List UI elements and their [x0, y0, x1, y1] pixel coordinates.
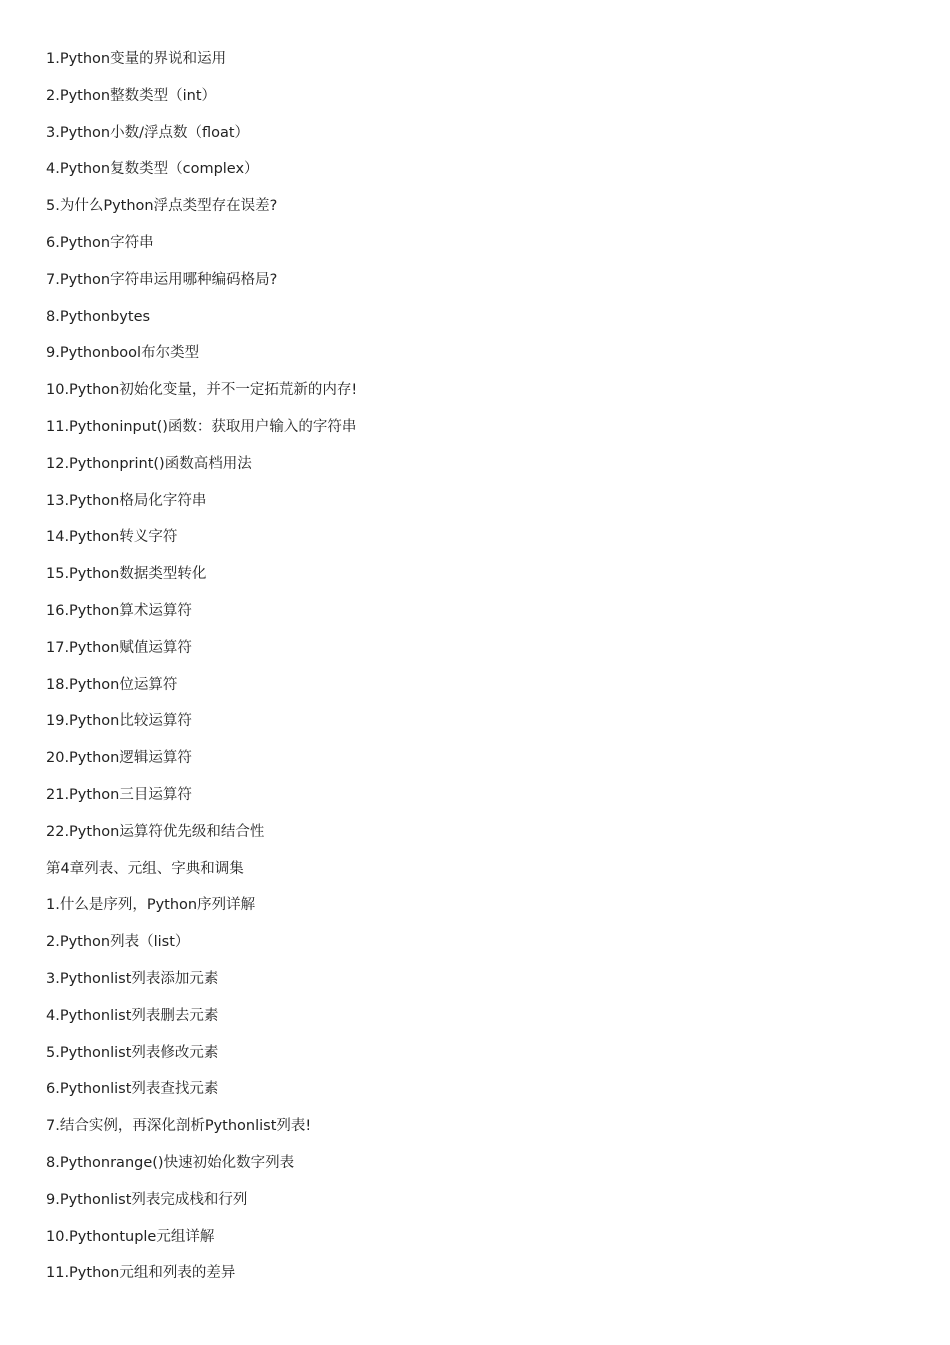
- text-line: 21.Python三目运算符: [46, 786, 192, 803]
- text-line: 7.Python字符串运用哪种编码格局?: [46, 271, 278, 288]
- text-line: 4.Pythonlist列表删去元素: [46, 1007, 219, 1024]
- text-line: 9.Pythonbool布尔类型: [46, 345, 200, 362]
- text-line: 5.为什么Python浮点类型存在误差?: [46, 198, 278, 215]
- text-line: 7.结合实例，再深化剖析Pythonlist列表!: [46, 1118, 312, 1135]
- text-line: 13.Python格局化字符串: [46, 492, 207, 509]
- text-line: 2.Python列表（list）: [46, 934, 190, 951]
- text-line: 3.Python小数/浮点数（float）: [46, 124, 250, 141]
- text-line: 11.Pythoninput()函数：获取用户输入的字符串: [46, 418, 357, 435]
- text-line: 6.Python字符串: [46, 234, 154, 251]
- text-line: 10.Python初始化变量，并不一定拓荒新的内存!: [46, 382, 358, 399]
- text-line: 8.Pythonbytes: [46, 308, 151, 325]
- text-line: 19.Python比较运算符: [46, 713, 192, 730]
- text-line: 16.Python算术运算符: [46, 602, 192, 619]
- text-line: 3.Pythonlist列表添加元素: [46, 970, 219, 987]
- text-line: 2.Python整数类型（int）: [46, 87, 216, 104]
- text-line: 18.Python位运算符: [46, 676, 178, 693]
- text-line: 14.Python转义字符: [46, 529, 178, 546]
- text-line: 5.Pythonlist列表修改元素: [46, 1044, 219, 1061]
- text-line: 15.Python数据类型转化: [46, 566, 207, 583]
- text-line: 1.什么是序列，Python序列详解: [46, 897, 256, 914]
- text-line: 9.Pythonlist列表完成栈和行列: [46, 1191, 248, 1208]
- chapter-heading: 第4章列表、元组、字典和调集: [46, 860, 244, 877]
- text-line: 20.Python逻辑运算符: [46, 750, 192, 767]
- text-line: 6.Pythonlist列表查找元素: [46, 1081, 219, 1098]
- text-line: 8.Pythonrange()快速初始化数字列表: [46, 1154, 295, 1171]
- text-line: 1.Python变量的界说和运用: [46, 51, 227, 67]
- text-line: 12.Pythonprint()函数高档用法: [46, 455, 252, 472]
- text-line: 11.Python元组和列表的差异: [46, 1265, 236, 1282]
- text-line: 22.Python运算符优先级和结合性: [46, 823, 265, 840]
- text-line: 17.Python赋值运算符: [46, 639, 192, 656]
- text-line: 10.Pythontuple元组详解: [46, 1228, 215, 1245]
- document-body: [46, 48, 906, 1299]
- text-line: 4.Python复数类型（complex）: [46, 161, 259, 178]
